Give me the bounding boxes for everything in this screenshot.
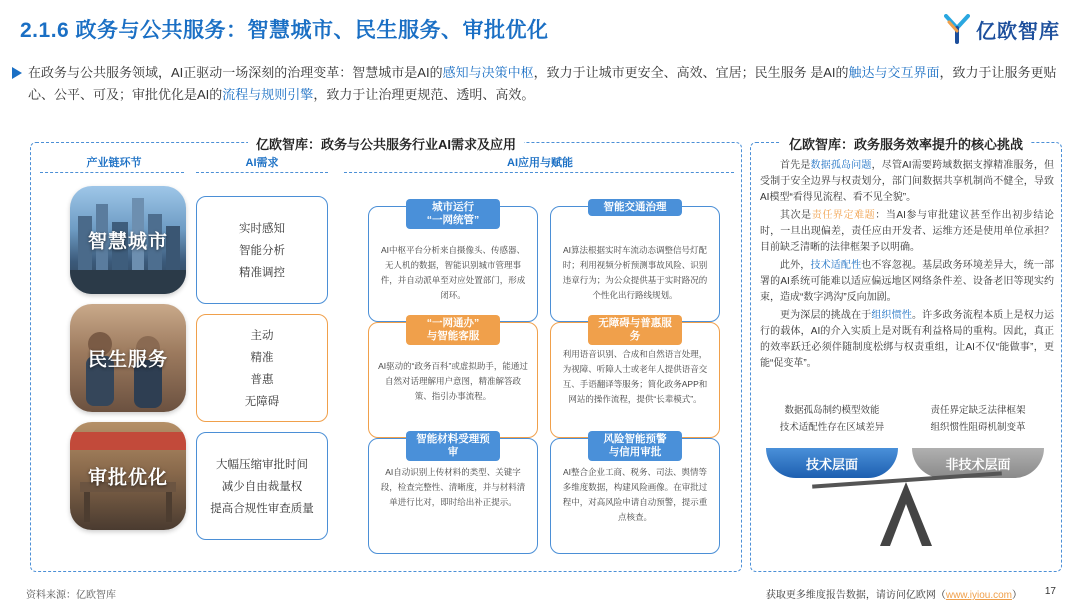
- app-tag: 智能材料受理预审: [406, 431, 500, 461]
- logo-text: 亿欧智库: [976, 20, 1060, 43]
- smart-city-photo: [70, 186, 186, 294]
- intro-text: ，致力于让城市更安全、高效、宜居；民生服务 是AI的: [533, 65, 849, 80]
- footer-more-text: 获取更多维度报告数据，请访问亿欧网（: [765, 590, 946, 601]
- non-tech-challenge-labels: [910, 402, 1046, 436]
- challenge-text-part: 。许多政务流程本质上是权力运行的载体，AI的介入实质上是对既有利益格局的重构。因此，真正的效率跃迁必须伴随制度松绑与权责重组，让AI不仅“能做事”，更能“促变革”。: [760, 310, 1055, 369]
- need-item: 精准调控: [239, 267, 285, 279]
- need-item: 减少自由裁量权: [221, 481, 303, 493]
- need-box-approval: [196, 432, 328, 540]
- need-item: 无障碍: [244, 396, 280, 408]
- app-card-material-precheck: [368, 433, 538, 554]
- col-divider: [196, 172, 328, 173]
- footer-more: [766, 586, 1022, 601]
- page-title: 2.1.6 政务与公共服务：智慧城市、民生服务、审批优化: [20, 19, 549, 42]
- col-header-chain: 产业链环节: [86, 157, 142, 169]
- challenge-highlight: 数据孤岛问题: [810, 160, 872, 171]
- col-header-app: AI应用与赋能: [507, 157, 573, 169]
- tech-challenge-label: 数据孤岛制约模型效能: [784, 405, 880, 416]
- app-desc: AI自动识别上传材料的类型、关键字段，检查完整性、清晰度，并与材料清单进行比对，即时给出补正提示。: [380, 467, 526, 507]
- livelihood-photo: [70, 304, 186, 412]
- app-desc: AI驱动的“政务百科”或虚拟助手，能通过自然对话理解用户意图，精准解答政策、指引办事流程。: [378, 361, 528, 401]
- intro-highlight: 流程与规则引擎: [222, 87, 314, 102]
- need-item: 提高合规性审查质量: [210, 503, 314, 515]
- tech-challenge-labels: [764, 402, 900, 436]
- non-tech-level-pan: 非技术层面: [912, 448, 1044, 478]
- balance-stand-hollow: [890, 504, 922, 546]
- need-box-smart-city: [196, 196, 328, 304]
- app-card-smart-traffic: [550, 201, 720, 322]
- footer-more-close: ）: [1012, 590, 1022, 601]
- need-item: 大幅压缩审批时间: [216, 459, 308, 471]
- chain-label-smart-city: 智慧城市: [87, 231, 168, 253]
- need-item: 普惠: [250, 374, 274, 386]
- app-card-one-network: [368, 317, 538, 438]
- app-tag: “一网通办” 与智能客服: [406, 315, 500, 345]
- challenge-paragraph: [760, 208, 1054, 256]
- need-item: 精准: [250, 352, 274, 364]
- chain-label-livelihood: 民生服务: [87, 349, 168, 371]
- approval-photo: [70, 422, 186, 530]
- challenge-highlight: 组织惯性: [871, 310, 913, 321]
- chain-label-approval: 审批优化: [87, 467, 168, 489]
- need-box-livelihood: [196, 314, 328, 422]
- app-card-accessibility: [550, 317, 720, 438]
- col-divider: [40, 172, 184, 173]
- tech-challenge-label: 技术适配性存在区域差异: [779, 422, 885, 433]
- app-card-risk-alert: [550, 433, 720, 554]
- app-desc: 利用语音识别、合成和自然语言处理，为视障、听障人士或老年人提供语音交互、手语翻译等服务；简化政务APP和网站的操作流程，提供“长辈模式”。: [562, 349, 708, 404]
- intro-highlight: 感知与决策中枢: [442, 65, 534, 80]
- app-desc: AI算法根据实时车流动态调整信号灯配时；利用视频分析预测事故风险、识别违章行为；为公众提供基于实时路况的个性化出行路线规划。: [562, 245, 708, 300]
- need-item: 智能分析: [239, 245, 285, 257]
- challenge-text-part: 更为深层的挑战在于: [780, 310, 872, 321]
- iyiou-link[interactable]: www.iyiou.com: [945, 590, 1012, 601]
- app-desc: AI中枢平台分析来自摄像头、传感器、无人机的数据，智能识别城市管理事件，并自动派单至对应处置部门，形成闭环。: [380, 245, 526, 300]
- non-tech-challenge-label: 组织惯性阻碍机制变革: [930, 422, 1026, 433]
- app-tag: 城市运行 “一网统管”: [406, 199, 500, 229]
- source-note: 资料来源：亿欧智库: [26, 590, 116, 601]
- bullet-arrow-icon: [12, 67, 22, 79]
- challenge-text: [760, 158, 1054, 374]
- challenge-text-part: ，尽管AI需要跨域数据支撑精准服务，但受制于安全边界与权责划分，部门间数据共享机制尚不健全，导致AI模型“看得见流程、看不见全貌”。: [760, 160, 1055, 203]
- challenge-highlight: 技术适配性: [810, 260, 862, 271]
- brand-logo: [944, 14, 1060, 44]
- challenge-panel-title: 亿欧智库：政务服务效率提升的核心挑战: [781, 137, 1031, 152]
- intro-paragraph: [28, 62, 1058, 106]
- need-item: 实时感知: [239, 223, 285, 235]
- app-card-city-ops: [368, 201, 538, 322]
- tech-level-pan: 技术层面: [766, 448, 898, 478]
- page-number: 17: [1044, 586, 1056, 597]
- intro-text: ，致力于让服务更贴心、公平、可及；审批优化是AI的: [28, 65, 1057, 102]
- col-header-need: AI需求: [245, 157, 279, 169]
- challenge-text-part: 也不容忽视。基层政务环境差异大，统一部署的AI系统可能难以适应偏远地区网络条件差、设备老旧等现实约束，造成“数字鸿沟”反向加剧。: [760, 260, 1055, 303]
- challenge-paragraph: [760, 308, 1054, 372]
- logo-mark-icon: [944, 14, 970, 44]
- app-tag: 风险智能预警 与信用审批: [588, 431, 682, 461]
- challenge-text-part: 此外，: [780, 260, 811, 271]
- challenge-text-part: 首先是: [780, 160, 811, 171]
- non-tech-challenge-label: 责任界定缺乏法律框架: [930, 405, 1026, 416]
- need-item: 主动: [250, 330, 274, 342]
- intro-text: ，致力于让治理更规范、透明、高效。: [313, 87, 535, 102]
- app-tag: 智能交通治理: [588, 199, 682, 216]
- intro-text: 在政务与公共服务领域，AI正驱动一场深刻的治理变革：智慧城市是AI的: [28, 65, 443, 80]
- challenge-highlight: 责任界定难题: [811, 210, 876, 221]
- intro-highlight: 触达与交互界面: [848, 65, 940, 80]
- col-divider: [344, 172, 734, 173]
- challenge-paragraph: [760, 258, 1054, 306]
- challenge-text-part: 其次是: [780, 210, 812, 221]
- app-desc: AI整合企业工商、税务、司法、舆情等多维度数据，构建风险画像。在审批过程中，对高风险申请自动预警，提示重点核查。: [562, 467, 708, 522]
- challenge-text-part: ：当AI参与审批建议甚至作出初步结论时，一旦出现偏差，责任应由开发者、运维方还是使用单位承担？目前缺乏清晰的法律框架予以明确。: [760, 210, 1055, 253]
- ai-demand-panel-title: 亿欧智库：政务与公共服务行业AI需求及应用: [248, 137, 524, 152]
- challenge-paragraph: [760, 158, 1054, 206]
- app-tag: 无障碍与普惠服务: [588, 315, 682, 345]
